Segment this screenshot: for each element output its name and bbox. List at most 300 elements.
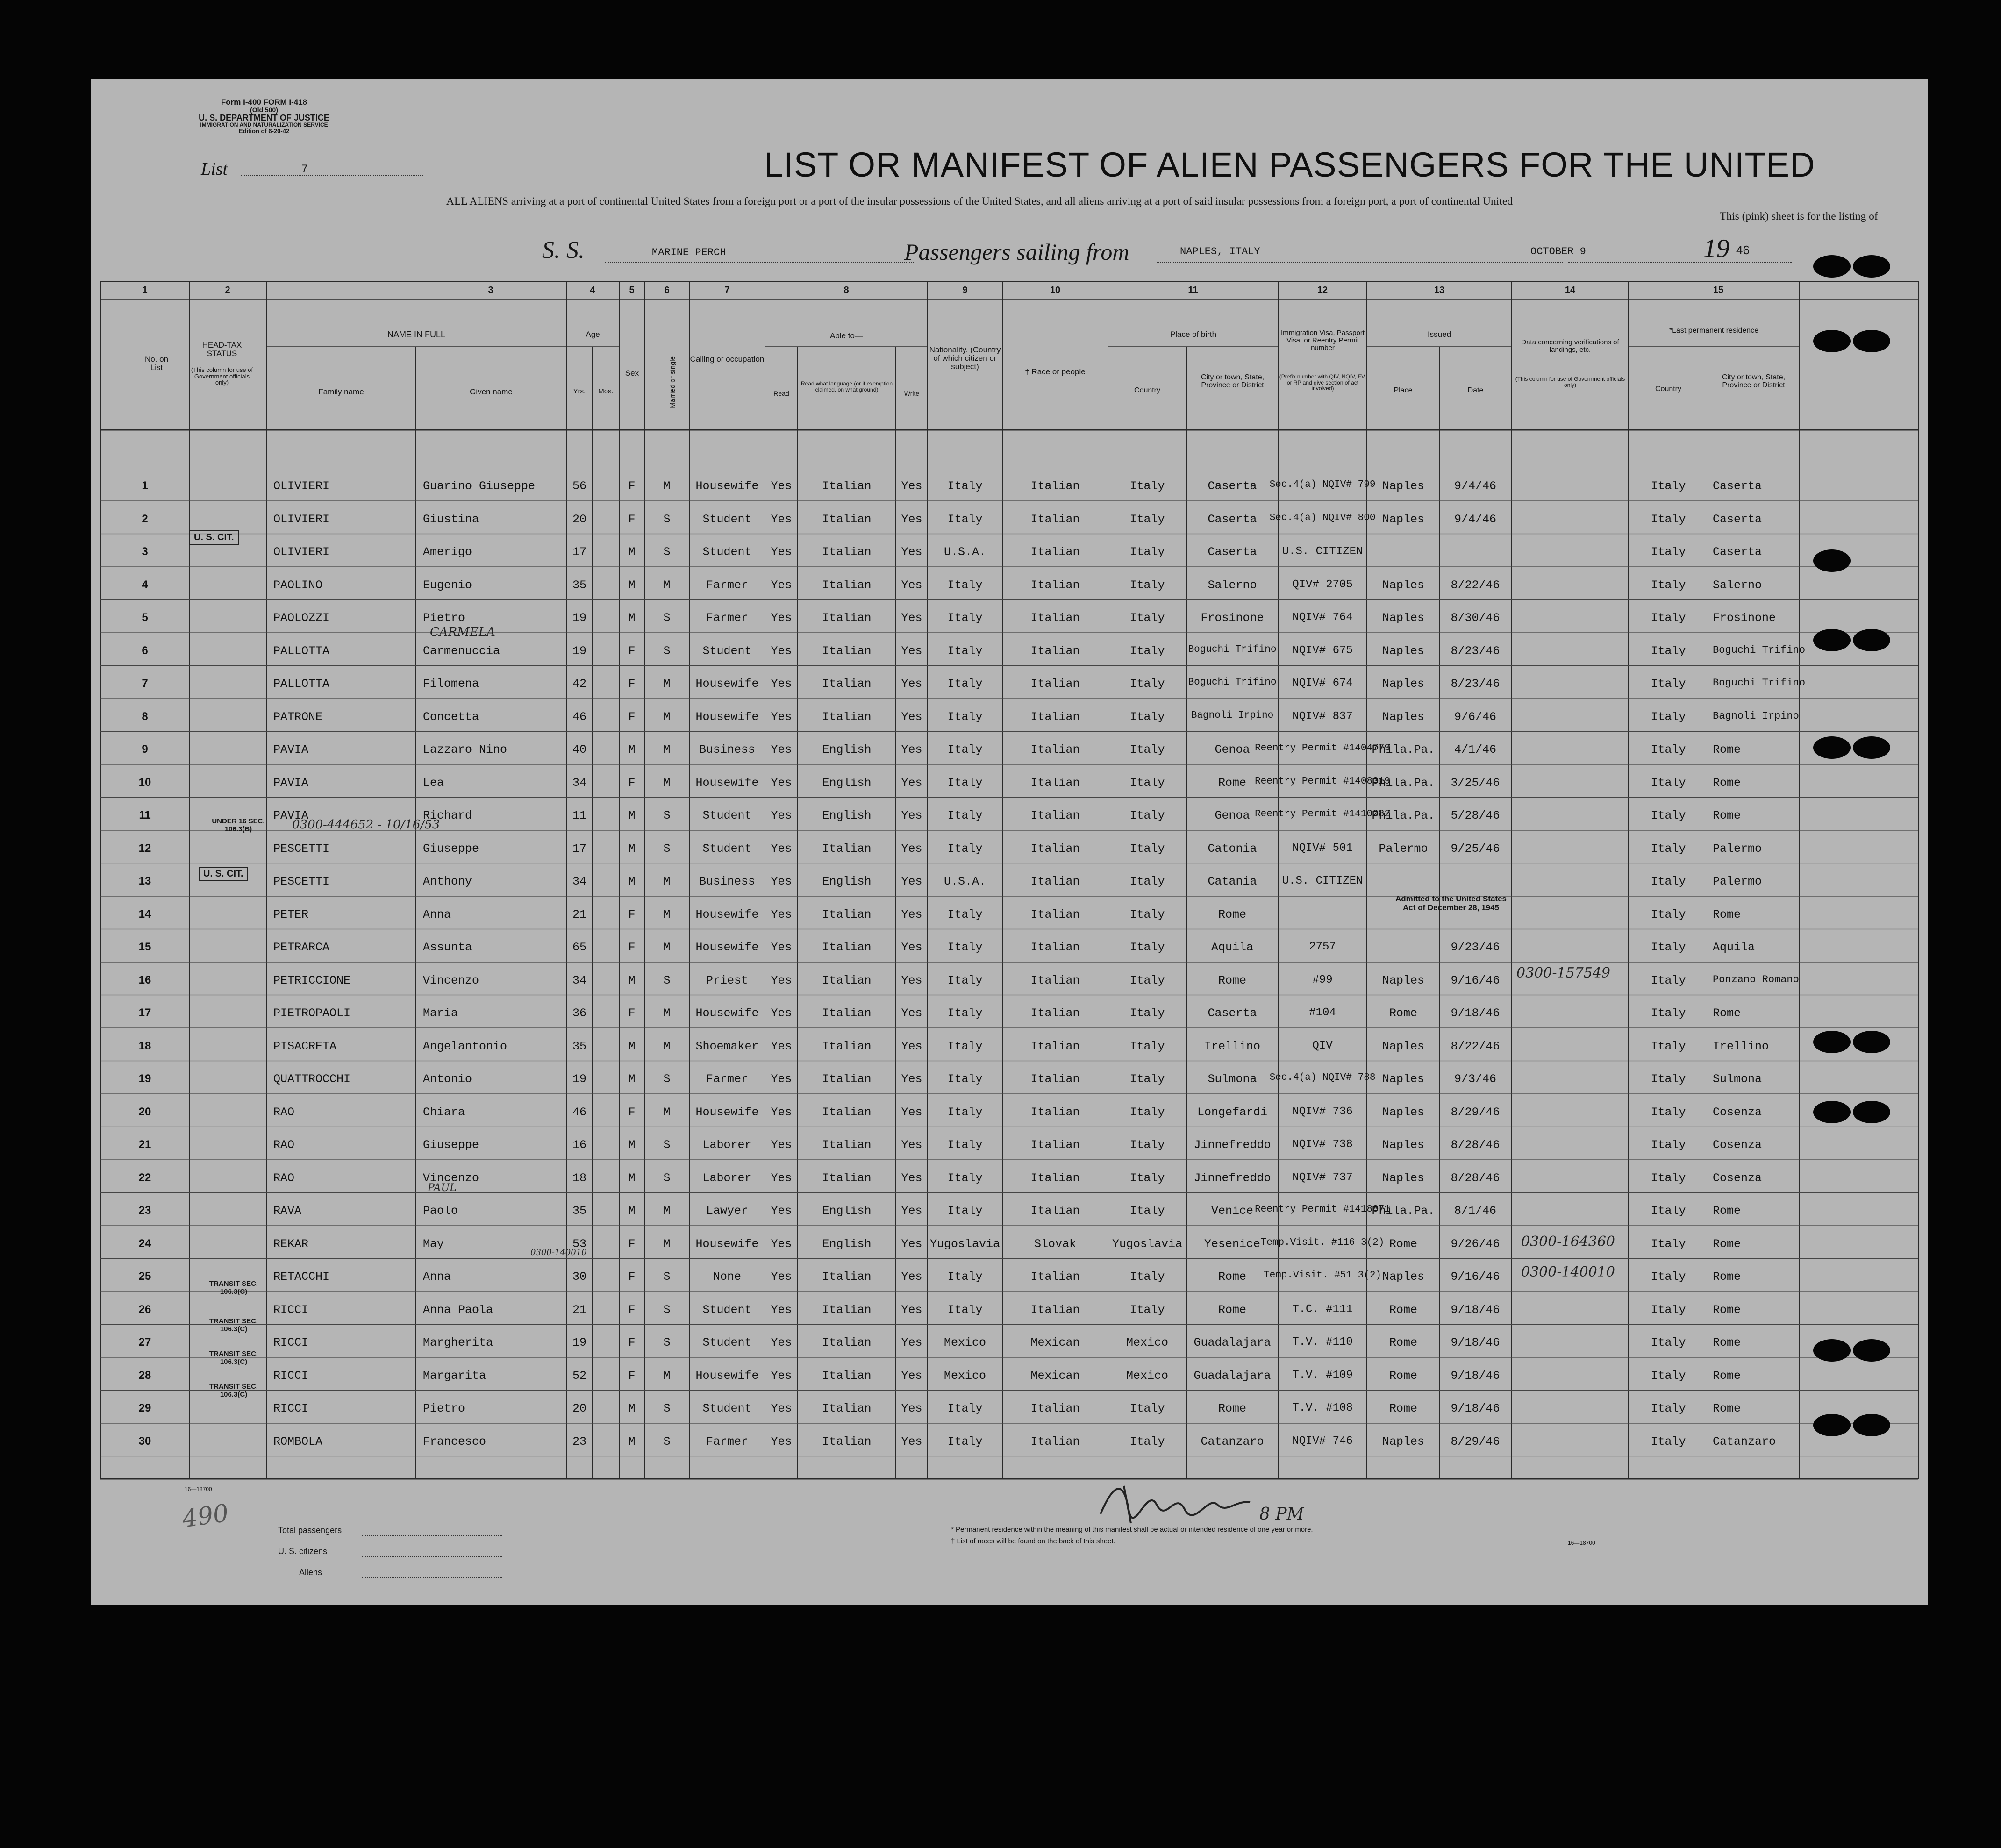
transit-stamp-26: TRANSIT SEC. 106.3(C) [209, 1280, 258, 1296]
cell-sex: M [628, 611, 636, 625]
hdr-data-verif-note: (This column for use of Government officials only) [1515, 376, 1625, 388]
cell-ms: S [663, 644, 671, 658]
cell-yrs: 23 [572, 1434, 587, 1448]
cell-visa: T.C. #111 [1292, 1303, 1353, 1316]
column-number-6: 6 [664, 285, 670, 295]
cell-iplace: Naples [1382, 1270, 1425, 1284]
cell-iplace: Rome [1389, 1369, 1418, 1383]
cell-rcountry: Italy [1651, 479, 1686, 493]
punch-hole [1813, 1414, 1851, 1436]
row-number: 13 [138, 875, 151, 887]
hdr-yrs: Yrs. [573, 387, 586, 395]
cell-yrs: 30 [572, 1270, 587, 1284]
cell-idate: 8/28/46 [1451, 1138, 1500, 1152]
cell-occ: Business [699, 743, 756, 756]
cell-bcity: Guadalajara [1193, 1336, 1271, 1349]
cell-race: Italian [1030, 1138, 1080, 1152]
cell-rcity: Rome [1713, 1303, 1741, 1317]
cell-lang: Italian [822, 578, 872, 592]
cell-race: Italian [1030, 907, 1080, 921]
cell-nat: Italy [947, 941, 983, 954]
cell-sex: F [628, 1105, 636, 1119]
cell-family: RAO [273, 1138, 295, 1152]
cell-bcountry: Italy [1129, 677, 1165, 691]
us-citizen-stamp-row13: U. S. CIT. [199, 867, 248, 881]
column-number-2: 2 [225, 285, 230, 295]
cell-nat: U.S.A. [943, 545, 986, 559]
cell-yrs: 35 [572, 1039, 587, 1053]
cell-sex: M [628, 1204, 636, 1218]
cell-lang: English [822, 743, 872, 756]
admitted-stamp: Admitted to the United States Act of December 28, 1945 [1395, 894, 1507, 912]
cell-lang: Italian [822, 1138, 872, 1152]
cell-iplace: Naples [1382, 1039, 1425, 1053]
cell-write: Yes [901, 1072, 922, 1086]
row-number: 3 [142, 545, 148, 558]
cell-nat: Italy [947, 1039, 983, 1053]
cell-visa: Temp.Visit. #51 3(2) [1263, 1270, 1382, 1281]
cell-given: May [423, 1237, 444, 1251]
cell-occ: Housewife [695, 941, 759, 954]
column-number-1: 1 [142, 285, 148, 295]
cell-rcountry: Italy [1651, 611, 1686, 625]
cell-write: Yes [901, 1171, 922, 1185]
cell-rcity: Aquila [1713, 941, 1755, 954]
ss-label: S. S. [542, 237, 585, 264]
column-number-10: 10 [1050, 285, 1061, 295]
handwritten-file-12: 0300-444652 - 10/16/53 [292, 818, 440, 832]
handwritten-side-number: 490 [180, 1499, 230, 1534]
cell-rcountry: Italy [1651, 1303, 1686, 1317]
cell-visa: T.V. #109 [1292, 1369, 1353, 1382]
hdr-read: Read [773, 390, 789, 397]
cell-given: Eugenio [423, 578, 472, 592]
punch-hole [1853, 736, 1890, 759]
cell-visa: NQIV# 764 [1292, 611, 1353, 624]
cell-ms: S [663, 1434, 671, 1448]
cell-nat: Italy [947, 973, 983, 987]
cell-bcity: Catania [1208, 875, 1257, 888]
cell-sex: M [628, 1072, 636, 1086]
cell-race: Italian [1030, 1171, 1080, 1185]
cell-rcountry: Italy [1651, 743, 1686, 756]
cell-sex: M [628, 1039, 636, 1053]
cell-read: Yes [771, 710, 792, 724]
cell-given: Anna Paola [423, 1303, 493, 1317]
cell-occ: Farmer [706, 578, 749, 592]
cell-bcountry: Italy [1129, 1434, 1165, 1448]
row-number: 16 [138, 973, 151, 986]
cell-family: RAO [273, 1105, 295, 1119]
cell-idate: 9/18/46 [1451, 1303, 1500, 1317]
cell-bcountry: Italy [1129, 1072, 1165, 1086]
cell-ms: S [663, 1072, 671, 1086]
cell-rcountry: Italy [1651, 677, 1686, 691]
cell-write: Yes [901, 1303, 922, 1317]
cell-occ: Housewife [695, 1369, 759, 1383]
cell-nat: Yugoslavia [929, 1237, 1000, 1251]
subtitle-line2: This (pink) sheet is for the listing of [1720, 210, 1878, 222]
punch-hole [1813, 1339, 1851, 1362]
cell-given: Carmenuccia [423, 644, 500, 658]
cell-lang: English [822, 875, 872, 888]
cell-visa: #99 [1312, 973, 1333, 986]
cell-family: PATRONE [273, 710, 323, 724]
cell-occ: Shoemaker [695, 1039, 759, 1053]
cell-yrs: 53 [572, 1237, 587, 1251]
cell-bcity: Salerno [1208, 578, 1257, 592]
cell-ms: S [663, 1270, 671, 1284]
cell-family: OLIVIERI [273, 512, 330, 526]
hdr-birth-city: City or town, State, Province or District [1201, 373, 1265, 389]
cell-bcountry: Italy [1129, 1270, 1165, 1284]
cell-lang: Italian [822, 1434, 872, 1448]
cell-sex: M [628, 545, 636, 559]
cell-bcountry: Italy [1129, 611, 1165, 625]
cell-occ: Farmer [706, 1434, 749, 1448]
cell-read: Yes [771, 512, 792, 526]
cell-ms: S [663, 842, 671, 856]
cell-family: RETACCHI [273, 1270, 330, 1284]
cell-bcity: Rome [1218, 907, 1247, 921]
cell-family: PAVIA [273, 743, 309, 756]
cell-yrs: 19 [572, 611, 587, 625]
cell-read: Yes [771, 941, 792, 954]
cell-rcountry: Italy [1651, 1171, 1686, 1185]
cell-idate: 8/22/46 [1451, 578, 1500, 592]
cell-visa: U.S. CITIZEN [1282, 545, 1363, 558]
cell-given: Pietro [423, 1402, 465, 1415]
cell-idate: 3/25/46 [1451, 776, 1500, 790]
old-number: (Old 500) [250, 106, 278, 114]
cell-visa: Reentry Permit #1408319 [1255, 776, 1390, 787]
row-number: 22 [138, 1171, 151, 1184]
handwritten-file-25-top: 0300-140010 [530, 1248, 587, 1257]
cell-ms: M [663, 743, 671, 756]
hdr-name-in-full: NAME IN FULL [387, 330, 446, 339]
under-16-stamp: UNDER 16 SEC. 106.3(B) [212, 817, 265, 833]
cell-race: Italian [1030, 941, 1080, 954]
cell-given: Anthony [423, 875, 472, 888]
cell-lang: Italian [822, 973, 872, 987]
cell-occ: None [713, 1270, 742, 1284]
cell-nat: U.S.A. [943, 875, 986, 888]
cell-given: Giustina [423, 512, 479, 526]
cell-read: Yes [771, 1434, 792, 1448]
handwritten-carmela: CARMELA [430, 625, 495, 639]
punch-hole [1853, 255, 1890, 278]
cell-occ: Student [702, 644, 752, 658]
cell-rcity: Rome [1713, 1204, 1741, 1218]
cell-ms: M [663, 479, 671, 493]
cell-yrs: 34 [572, 776, 587, 790]
cell-ms: M [663, 941, 671, 954]
cell-idate: 9/3/46 [1454, 1072, 1497, 1086]
cell-yrs: 40 [572, 743, 587, 756]
cell-rcity: Rome [1713, 1369, 1741, 1383]
cell-occ: Priest [706, 973, 749, 987]
cell-nat: Italy [947, 809, 983, 822]
cell-given: Vincenzo [423, 973, 479, 987]
cell-ms: S [663, 1303, 671, 1317]
cell-yrs: 17 [572, 842, 587, 856]
cell-lang: English [822, 809, 872, 822]
hdr-res-city: City or town, State, Province or District [1722, 373, 1786, 389]
cell-nat: Italy [947, 512, 983, 526]
punch-hole [1853, 1414, 1890, 1436]
cell-race: Italian [1030, 1006, 1080, 1020]
cell-write: Yes [901, 1138, 922, 1152]
cell-idate: 9/4/46 [1454, 512, 1497, 526]
cell-bcity: Caserta [1208, 1006, 1257, 1020]
cell-given: Antonio [423, 1072, 472, 1086]
cell-occ: Student [702, 1303, 752, 1317]
hdr-sex: Sex [625, 369, 639, 378]
cell-bcountry: Italy [1129, 809, 1165, 822]
cell-sex: F [628, 512, 636, 526]
cell-lang: Italian [822, 512, 872, 526]
cell-yrs: 35 [572, 1204, 587, 1218]
cell-read: Yes [771, 1237, 792, 1251]
hdr-issued-place: Place [1394, 386, 1413, 394]
cell-rcity: Catanzaro [1713, 1434, 1776, 1448]
hdr-issued: Issued [1427, 330, 1451, 339]
cell-write: Yes [901, 1039, 922, 1053]
cell-rcity: Rome [1713, 1237, 1741, 1251]
column-number-13: 13 [1434, 285, 1445, 295]
cell-iplace: Naples [1382, 1105, 1425, 1119]
cell-yrs: 20 [572, 512, 587, 526]
cell-occ: Lawyer [706, 1204, 749, 1218]
cell-rcity: Rome [1713, 1402, 1741, 1415]
hdr-nationality: Nationality. (Country of which citizen or subject) [929, 345, 1001, 371]
cell-occ: Student [702, 545, 752, 559]
cell-given: Pietro [423, 611, 465, 625]
cell-rcity: Rome [1713, 809, 1741, 822]
cell-idate: 8/28/46 [1451, 1171, 1500, 1185]
cell-write: Yes [901, 973, 922, 987]
cell-ms: M [663, 677, 671, 691]
cell-given: Angelantonio [423, 1039, 507, 1053]
cell-ms: M [663, 907, 671, 921]
cell-sex: F [628, 710, 636, 724]
cell-bcountry: Italy [1129, 875, 1165, 888]
cell-read: Yes [771, 677, 792, 691]
cell-sex: M [628, 1171, 636, 1185]
cell-yrs: 52 [572, 1369, 587, 1383]
cell-write: Yes [901, 611, 922, 625]
cell-race: Italian [1030, 743, 1080, 756]
cell-race: Italian [1030, 1204, 1080, 1218]
cell-occ: Housewife [695, 776, 759, 790]
cell-idate: 9/16/46 [1451, 973, 1500, 987]
cell-occ: Housewife [695, 710, 759, 724]
cell-bcountry: Italy [1129, 1204, 1165, 1218]
cell-iplace: Phila.Pa. [1372, 1204, 1435, 1218]
cell-idate: 8/23/46 [1451, 677, 1500, 691]
cell-lang: Italian [822, 644, 872, 658]
cell-read: Yes [771, 809, 792, 822]
cell-iplace: Naples [1382, 677, 1425, 691]
cell-bcity: Boguchi Trifino [1188, 644, 1277, 655]
cell-read: Yes [771, 875, 792, 888]
hdr-place-of-birth: Place of birth [1170, 330, 1217, 339]
cell-read: Yes [771, 1402, 792, 1415]
cell-idate: 8/29/46 [1451, 1105, 1500, 1119]
cell-race: Italian [1030, 1402, 1080, 1415]
cell-rcountry: Italy [1651, 512, 1686, 526]
cell-visa: 2757 [1309, 941, 1336, 953]
cell-ms: S [663, 512, 671, 526]
year-prefix: 19 [1703, 234, 1729, 263]
cell-bcountry: Italy [1129, 1402, 1165, 1415]
cell-bcity: Genoa [1215, 809, 1250, 822]
list-number: 7 [301, 163, 308, 175]
hdr-no-on-list: No. on List [144, 355, 169, 372]
cell-bcountry: Italy [1129, 1303, 1165, 1317]
cell-rcountry: Italy [1651, 842, 1686, 856]
row-number: 1 [142, 479, 148, 492]
cell-race: Italian [1030, 1039, 1080, 1053]
column-number-11: 11 [1188, 285, 1198, 295]
footer-printer-left: 16—18700 [185, 1486, 212, 1492]
cell-read: Yes [771, 1369, 792, 1383]
cell-yrs: 34 [572, 973, 587, 987]
cell-bcity: Catonia [1208, 842, 1257, 856]
cell-ms: M [663, 1105, 671, 1119]
cell-iplace: Naples [1382, 973, 1425, 987]
cell-nat: Italy [947, 842, 983, 856]
cell-bcity: Rome [1218, 1270, 1247, 1284]
cell-rcountry: Italy [1651, 1039, 1686, 1053]
cell-ms: M [663, 1006, 671, 1020]
cell-nat: Italy [947, 1138, 983, 1152]
cell-ms: M [663, 1369, 671, 1383]
column-number-12: 12 [1317, 285, 1328, 295]
cell-nat: Italy [947, 1105, 983, 1119]
cell-write: Yes [901, 644, 922, 658]
cell-visa: QIV# 2705 [1292, 578, 1353, 591]
cell-visa: #104 [1309, 1006, 1336, 1019]
cell-lang: English [822, 1237, 872, 1251]
hdr-visa-note: (Prefix number with QIV, NQIV, FV, or RP and give section of act involved) [1279, 373, 1366, 392]
cell-rcountry: Italy [1651, 907, 1686, 921]
cell-lang: Italian [822, 1072, 872, 1086]
cell-read: Yes [771, 1303, 792, 1317]
cell-given: Anna [423, 907, 451, 921]
cell-yrs: 36 [572, 1006, 587, 1020]
cell-lang: Italian [822, 710, 872, 724]
cell-write: Yes [901, 743, 922, 756]
cell-given: Chiara [423, 1105, 465, 1119]
cell-bcountry: Italy [1129, 545, 1165, 559]
cell-write: Yes [901, 875, 922, 888]
transit-stamp-27: TRANSIT SEC. 106.3(C) [209, 1317, 258, 1333]
cell-lang: Italian [822, 1369, 872, 1383]
cell-rcountry: Italy [1651, 578, 1686, 592]
cell-rcity: Boguchi Trifino [1713, 677, 1806, 689]
cell-visa: Sec.4(a) NQIV# 799 [1269, 479, 1376, 490]
cell-race: Italian [1030, 1072, 1080, 1086]
cell-iplace: Phila.Pa. [1372, 743, 1435, 756]
cell-bcountry: Italy [1129, 907, 1165, 921]
cell-nat: Italy [947, 479, 983, 493]
row-number: 9 [142, 743, 148, 756]
cell-nat: Italy [947, 1402, 983, 1415]
cell-race: Italian [1030, 479, 1080, 493]
cell-sex: F [628, 1369, 636, 1383]
cell-write: Yes [901, 1204, 922, 1218]
cell-race: Italian [1030, 973, 1080, 987]
cell-idate: 9/18/46 [1451, 1336, 1500, 1349]
cell-iplace: Naples [1382, 1138, 1425, 1152]
cell-idate: 8/22/46 [1451, 1039, 1500, 1053]
cell-bcountry: Italy [1129, 644, 1165, 658]
cell-sex: M [628, 578, 636, 592]
cell-family: PAVIA [273, 776, 309, 790]
cell-iplace: Rome [1389, 1237, 1418, 1251]
cell-rcity: Salerno [1713, 578, 1762, 592]
cell-visa: Reentry Permit #1418871 [1255, 1204, 1390, 1215]
cell-family: REKAR [273, 1237, 309, 1251]
cell-occ: Student [702, 1402, 752, 1415]
cell-idate: 9/18/46 [1451, 1006, 1500, 1020]
list-label: List [201, 159, 228, 179]
cell-rcountry: Italy [1651, 1006, 1686, 1020]
cell-race: Italian [1030, 677, 1080, 691]
us-citizen-stamp-row3: U. S. CIT. [189, 530, 239, 545]
footer-us-label: U. S. citizens [278, 1547, 328, 1556]
cell-bcity: Aquila [1211, 941, 1254, 954]
cell-bcity: Rome [1218, 776, 1247, 790]
cell-rcity: Rome [1713, 743, 1741, 756]
punch-hole [1813, 549, 1851, 572]
column-number-15: 15 [1713, 285, 1724, 295]
cell-rcountry: Italy [1651, 1105, 1686, 1119]
cell-yrs: 16 [572, 1138, 587, 1152]
cell-race: Italian [1030, 644, 1080, 658]
footer-note2: † List of races will be found on the back of this sheet. [951, 1537, 1115, 1545]
footer-note1: * Permanent residence within the meaning of this manifest shall be actual or intended residence of one year or more. [951, 1526, 1313, 1534]
cell-bcity: Longefardi [1197, 1105, 1268, 1119]
cell-occ: Laborer [702, 1138, 752, 1152]
service: IMMIGRATION AND NATURALIZATION SERVICE [200, 121, 328, 128]
cell-write: Yes [901, 1006, 922, 1020]
cell-race: Italian [1030, 842, 1080, 856]
subtitle-line1: ALL ALIENS arriving at a port of continental United States from a foreign port or a port of the insular possessions of the United States, and all aliens arriving at a port of said insular possessions from a foreign port, a port of continental United [446, 195, 1513, 207]
cell-visa: NQIV# 501 [1292, 842, 1353, 855]
cell-race: Italian [1030, 1105, 1080, 1119]
cell-read: Yes [771, 1138, 792, 1152]
cell-write: Yes [901, 1105, 922, 1119]
cell-lang: Italian [822, 677, 872, 691]
punch-hole [1813, 255, 1851, 278]
cell-ms: S [663, 1336, 671, 1349]
cell-bcity: Venice [1211, 1204, 1254, 1218]
cell-family: PETRARCA [273, 941, 330, 954]
cell-given: Assunta [423, 941, 472, 954]
row-number: 25 [138, 1270, 151, 1283]
row-number: 2 [142, 512, 148, 525]
cell-given: Francesco [423, 1434, 486, 1448]
official-signature [1096, 1477, 1283, 1528]
cell-family: PALLOTTA [273, 644, 330, 658]
cell-write: Yes [901, 512, 922, 526]
cell-bcity: Boguchi Trifino [1188, 677, 1277, 688]
cell-rcountry: Italy [1651, 1237, 1686, 1251]
cell-rcity: Cosenza [1713, 1171, 1762, 1185]
cell-iplace: Naples [1382, 512, 1425, 526]
